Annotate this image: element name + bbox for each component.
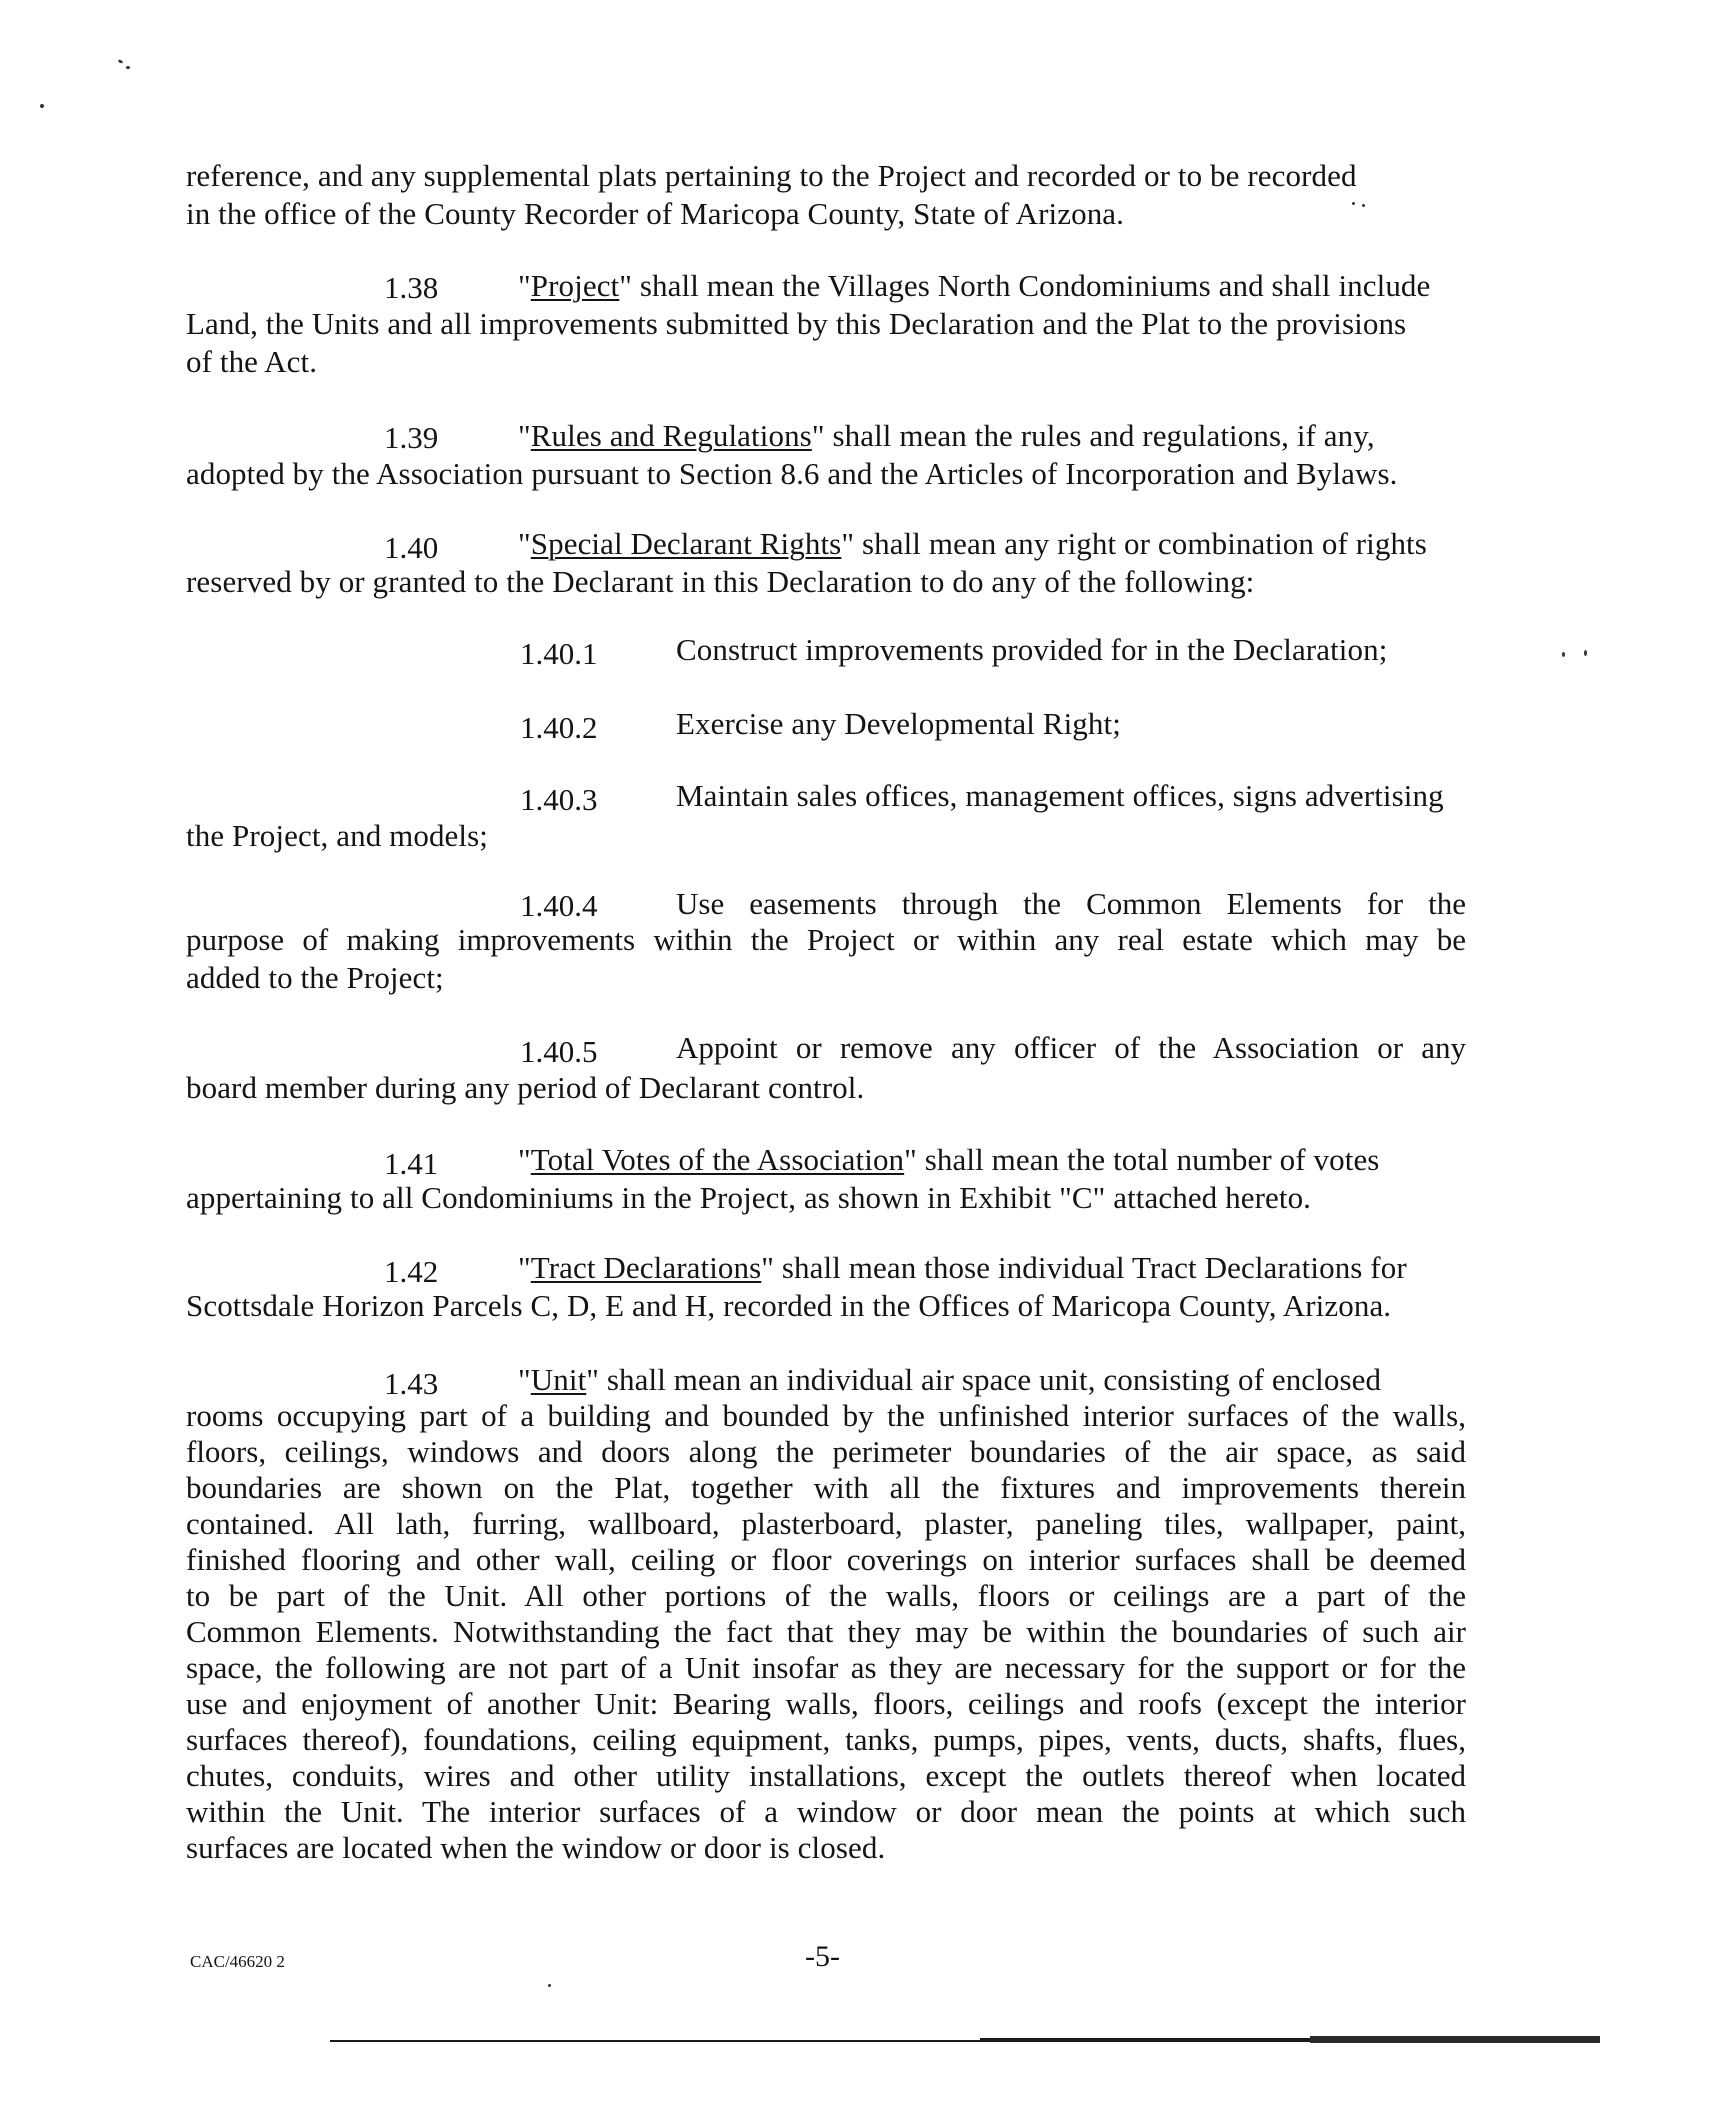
subsection-number: 1.40.4 bbox=[520, 888, 598, 923]
section-definition-line: "Tract Declarations" shall mean those individual Tract Declarations for bbox=[518, 1250, 1407, 1285]
continuation-line: reference, and any supplemental plats pertaining to the Project and recorded or to be recorded bbox=[186, 158, 1357, 193]
section-definition-line: "Special Declarant Rights" shall mean any right or combination of rights bbox=[518, 526, 1427, 561]
section-body-line: Land, the Units and all improvements submitted by this Declaration and the Plat to the provisions bbox=[186, 306, 1407, 341]
section-body-line: appertaining to all Condominiums in the Project, as shown in Exhibit "C" attached hereto. bbox=[186, 1180, 1312, 1215]
section-body-line: reserved by or granted to the Declarant in this Declaration to do any of the following: bbox=[186, 564, 1255, 599]
defined-term: Unit bbox=[530, 1362, 587, 1397]
document-id: CAC/46620 2 bbox=[190, 1952, 285, 1971]
page-number: -5- bbox=[805, 1940, 840, 1973]
scan-speck bbox=[40, 104, 44, 108]
defined-term: Project bbox=[530, 268, 620, 303]
subsection-text: Appoint or remove any officer of the Association or any bbox=[676, 1030, 1466, 1065]
section-body-line: rooms occupying part of a building and bounded by the unfinished interior surfaces of the walls, bbox=[186, 1398, 1466, 1433]
bottom-rule bbox=[1310, 2036, 1600, 2043]
section-number: 1.42 bbox=[384, 1254, 439, 1289]
subsection-continuation: purpose of making improvements within the Project or within any real estate which may be bbox=[186, 922, 1466, 957]
subsection-number: 1.40.5 bbox=[520, 1034, 598, 1069]
subsection-text: Use easements through the Common Elements for the bbox=[676, 886, 1466, 921]
section-definition-line: "Unit" shall mean an individual air space unit, consisting of enclosed bbox=[518, 1362, 1382, 1397]
section-body-line: Scottsdale Horizon Parcels C, D, E and H, recorded in the Offices of Maricopa County, Arizona. bbox=[186, 1288, 1392, 1323]
section-body-line: finished flooring and other wall, ceiling or floor coverings on interior surfaces shall be deemed bbox=[186, 1542, 1466, 1577]
scan-speck bbox=[126, 66, 130, 69]
subsection-number: 1.40.1 bbox=[520, 636, 598, 671]
defined-term: Tract Declarations bbox=[530, 1250, 762, 1285]
section-number: 1.39 bbox=[384, 420, 439, 455]
subsection-text: Maintain sales offices, management offices, signs advertising bbox=[676, 778, 1444, 813]
section-number: 1.43 bbox=[384, 1366, 439, 1401]
section-body-line: use and enjoyment of another Unit: Bearing walls, floors, ceilings and roofs (except the interior bbox=[186, 1686, 1466, 1721]
bottom-rule bbox=[330, 2040, 980, 2042]
scan-speck bbox=[118, 59, 124, 64]
subsection-continuation: the Project, and models; bbox=[186, 818, 489, 853]
scan-speck bbox=[1584, 650, 1587, 656]
section-body-line: contained. All lath, furring, wallboard, plasterboard, plaster, paneling tiles, wallpaper, paint, bbox=[186, 1506, 1466, 1541]
bottom-rule bbox=[980, 2038, 1310, 2042]
section-body-line: surfaces are located when the window or door is closed. bbox=[186, 1830, 886, 1865]
subsection-text: Exercise any Developmental Right; bbox=[676, 706, 1121, 741]
subsection-continuation: board member during any period of Declarant control. bbox=[186, 1070, 865, 1105]
section-definition-line: "Project" shall mean the Villages North Condominiums and shall include bbox=[518, 268, 1431, 303]
section-body-line: of the Act. bbox=[186, 344, 318, 379]
section-definition-line: "Rules and Regulations" shall mean the rules and regulations, if any, bbox=[518, 418, 1375, 453]
scan-speck bbox=[1352, 202, 1355, 205]
scan-speck bbox=[1362, 204, 1365, 207]
section-body-line: chutes, conduits, wires and other utility installations, except the outlets thereof when located bbox=[186, 1758, 1466, 1793]
scan-speck bbox=[548, 1984, 551, 1987]
defined-term: Special Declarant Rights bbox=[530, 526, 842, 561]
section-body-line: floors, ceilings, windows and doors along the perimeter boundaries of the air space, as said bbox=[186, 1434, 1466, 1469]
section-body-line: to be part of the Unit. All other portions of the walls, floors or ceilings are a part of the bbox=[186, 1578, 1466, 1613]
subsection-text: Construct improvements provided for in the Declaration; bbox=[676, 632, 1388, 667]
subsection-number: 1.40.3 bbox=[520, 782, 598, 817]
subsection-number: 1.40.2 bbox=[520, 710, 598, 745]
continuation-line: in the office of the County Recorder of Maricopa County, State of Arizona. bbox=[186, 196, 1125, 231]
scan-speck bbox=[1562, 652, 1565, 657]
section-body-line: surfaces thereof), foundations, ceiling equipment, tanks, pumps, pipes, vents, ducts, shafts, flues, bbox=[186, 1722, 1466, 1757]
section-number: 1.38 bbox=[384, 270, 439, 305]
section-body-line: Common Elements. Notwithstanding the fact that they may be within the boundaries of such air bbox=[186, 1614, 1466, 1649]
defined-term: Rules and Regulations bbox=[530, 418, 812, 453]
section-body-line: space, the following are not part of a Unit insofar as they are necessary for the support or for the bbox=[186, 1650, 1466, 1685]
defined-term: Total Votes of the Association bbox=[530, 1142, 905, 1177]
section-number: 1.40 bbox=[384, 530, 439, 565]
subsection-continuation: added to the Project; bbox=[186, 960, 444, 995]
section-body-line: within the Unit. The interior surfaces of a window or door mean the points at which such bbox=[186, 1794, 1466, 1829]
section-body-line: boundaries are shown on the Plat, together with all the fixtures and improvements therein bbox=[186, 1470, 1466, 1505]
section-body-line: adopted by the Association pursuant to Section 8.6 and the Articles of Incorporation and Bylaws. bbox=[186, 456, 1398, 491]
section-number: 1.41 bbox=[384, 1146, 439, 1181]
section-definition-line: "Total Votes of the Association" shall mean the total number of votes bbox=[518, 1142, 1380, 1177]
